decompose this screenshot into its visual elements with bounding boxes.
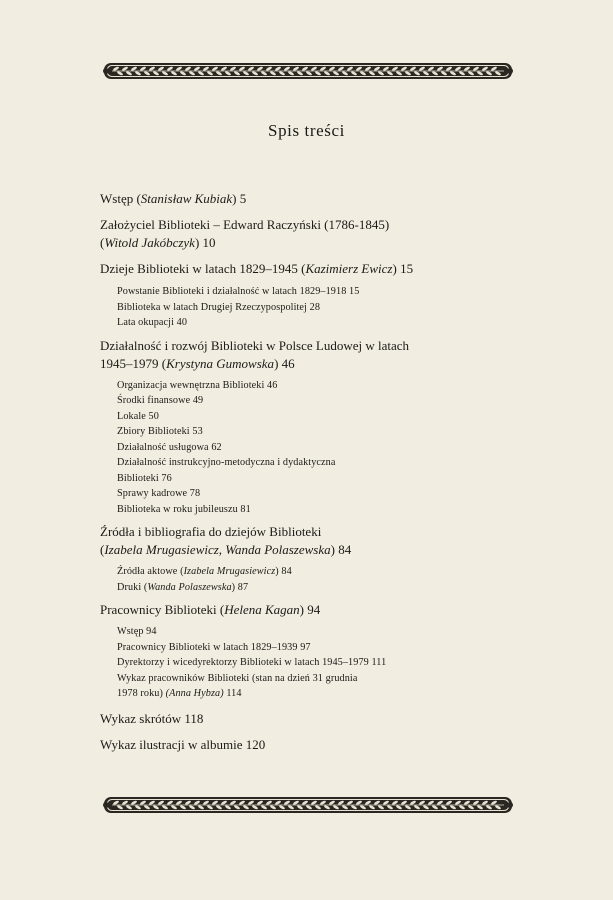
toc-subentry: Lokale 50 xyxy=(117,410,159,422)
toc-subentry: Wstęp 94 xyxy=(117,626,157,637)
toc-subentry: Środki finansowe 49 xyxy=(117,395,204,406)
toc-subentry: Biblioteka w roku jubileuszu 81 xyxy=(117,503,251,515)
toc-subentry: Biblioteki 76 xyxy=(117,472,172,484)
toc-subentry: Pracownicy Biblioteki w latach 1829–1939 97 xyxy=(117,641,311,653)
toc-subentry: Sprawy kadrowe 78 xyxy=(117,488,201,499)
toc-entry: Wstęp (Stanisław Kubiak) 5 xyxy=(100,191,247,206)
toc-subentry: Lata okupacji 40 xyxy=(117,317,188,328)
toc-subentry: 1978 roku) (Anna Hybza) 114 xyxy=(117,688,242,699)
toc-entry: Wykaz skrótów 118 xyxy=(100,710,204,726)
toc-entry: Dzieje Biblioteki w latach 1829–1945 (Kazimierz Ewicz) 15 Powstanie Biblioteki i działalność w latach 1829–1918 15 Biblioteka w latach Drugiej Rzeczypospolitej 28 Lata okupacji 40 xyxy=(100,260,470,331)
page-title: Spis treści xyxy=(268,121,345,140)
toc-subentry: Zbiory Biblioteki 53 xyxy=(117,426,203,437)
decorative-border-top xyxy=(100,61,516,81)
toc-entry: Źródła i bibliografia do dziejów Biblioteki (Izabela Mrugasiewicz, Wanda Polaszewska) 84 Źródła aktowe (Izabela Mrugasiewicz) 84 Druki (Wanda Polaszewska) 87 xyxy=(100,523,470,595)
toc-subentry: Druki (Wanda Polaszewska) 87 xyxy=(117,581,249,593)
toc-subentries xyxy=(100,378,470,518)
toc-subentry: Dyrektorzy i wicedyrektorzy Biblioteki w latach 1945–1979 111 xyxy=(117,657,387,668)
toc-subentry: Źródła aktowe (Izabela Mrugasiewicz) 84 xyxy=(117,566,292,577)
toc-subentry: Powstanie Biblioteki i działalność w latach 1829–1918 15 xyxy=(117,286,360,297)
toc-subentry: Biblioteka w latach Drugiej Rzeczypospolitej 28 xyxy=(117,301,321,313)
toc-entry: Pracownicy Biblioteki (Helena Kagan) 94 Wstęp 94 Pracownicy Biblioteki w latach 1829–1939 97 Dyrektorzy i wicedyrektorzy Biblioteki w latach 1945–1979 111 Wykaz pracowników Biblioteki (stan na dzień 31 grudnia 1978 roku) (Anna Hybza) 114 xyxy=(100,601,470,702)
toc-subentry: Działalność instrukcyjno-metodyczna i dydaktyczna xyxy=(117,457,336,468)
toc-subentries xyxy=(100,624,470,702)
table-of-contents xyxy=(100,190,470,754)
toc-entry: Działalność i rozwój Biblioteki w Polsce Ludowej w latach 1945–1979 (Krystyna Gumowska) 46 Organizacja wewnętrzna Biblioteki 46 Środki finansowe 49 Lokale 50 Zbiory Biblioteki 53 Działalność usługowa 62 Działalność instrukcyjno-metodyczna i dydaktyczna Biblioteki 76 Sprawy kadrowe 78 Biblioteka w roku jubileuszu 81 xyxy=(100,337,470,518)
toc-subentry: Organizacja wewnętrzna Biblioteki 46 xyxy=(117,379,278,391)
toc-subentry: Wykaz pracowników Biblioteki (stan na dzień 31 grudnia xyxy=(117,672,358,684)
toc-subentries xyxy=(100,564,470,595)
toc-subentries xyxy=(100,284,470,331)
toc-entry: Wykaz ilustracji w albumie 120 xyxy=(100,736,266,752)
toc-entry: Założyciel Biblioteki – Edward Raczyński (1786-1845) (Witold Jakóbczyk) 10 xyxy=(100,217,390,250)
toc-subentry: Działalność usługowa 62 xyxy=(117,441,222,453)
decorative-border-bottom xyxy=(100,795,516,815)
